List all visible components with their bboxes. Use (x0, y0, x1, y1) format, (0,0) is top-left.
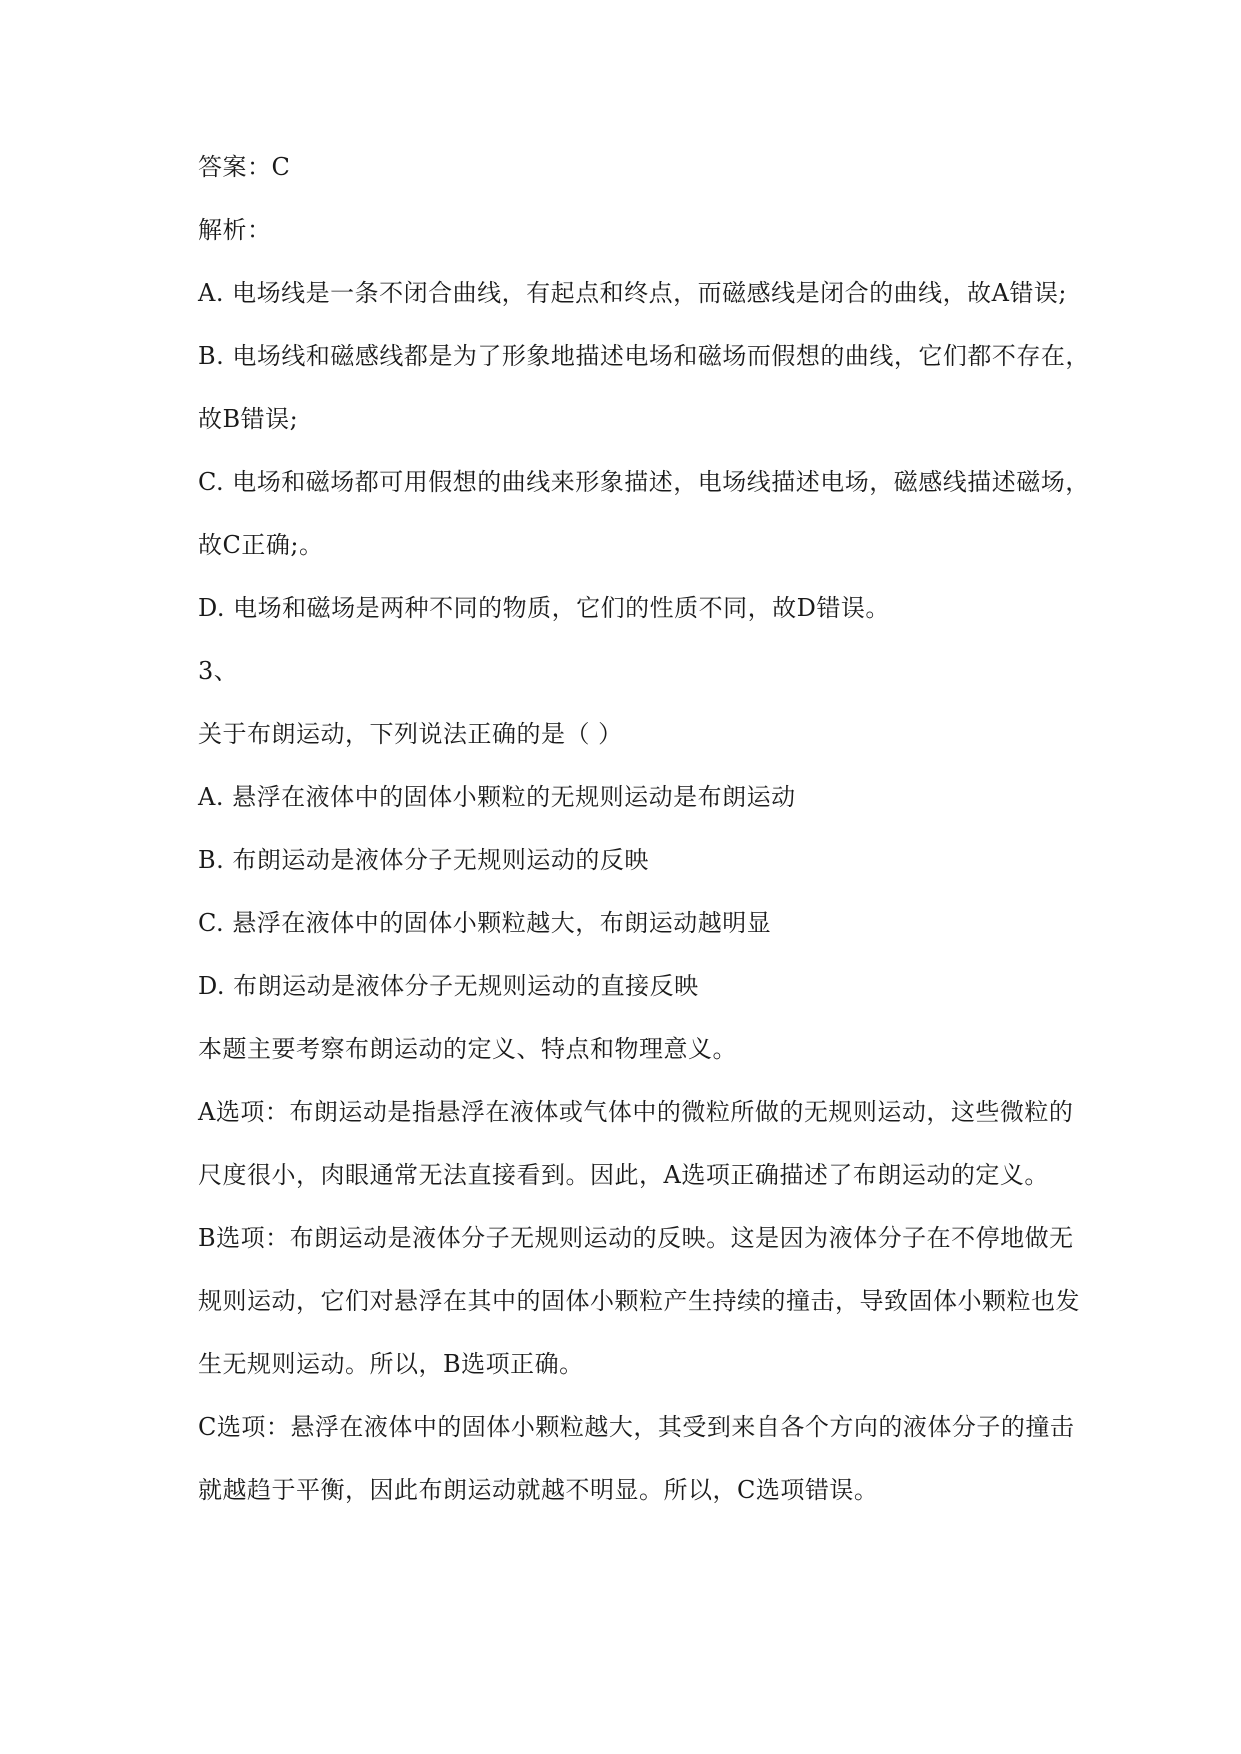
explanation-intro: 本题主要考察布朗运动的定义、特点和物理意义。 (198, 1035, 737, 1063)
explanation-c-cont: 就越趋于平衡，因此布朗运动就越不明显。所以，C选项错误。 (198, 1476, 879, 1504)
question-option-b: B. 布朗运动是液体分子无规则运动的反映 (198, 846, 649, 874)
explanation-a-cont: 尺度很小，肉眼通常无法直接看到。因此，A选项正确描述了布朗运动的定义。 (198, 1161, 1049, 1189)
question-number: 3、 (198, 657, 239, 685)
explanation-a: A选项：布朗运动是指悬浮在液体或气体中的微粒所做的无规则运动，这些微粒的 (198, 1098, 1074, 1126)
analysis-option-c: C. 电场和磁场都可用假想的曲线来形象描述，电场线描述电场，磁感线描述磁场， (198, 468, 1090, 496)
analysis-option-c-cont: 故C正确;。 (198, 531, 324, 559)
question-option-d: D. 布朗运动是液体分子无规则运动的直接反映 (198, 972, 699, 1000)
question-stem: 关于布朗运动，下列说法正确的是（ ） (198, 720, 623, 748)
question-option-c: C. 悬浮在液体中的固体小颗粒越大，布朗运动越明显 (198, 909, 772, 937)
explanation-c: C选项：悬浮在液体中的固体小颗粒越大，其受到来自各个方向的液体分子的撞击 (198, 1413, 1075, 1441)
explanation-b: B选项：布朗运动是液体分子无规则运动的反映。这是因为液体分子在不停地做无 (198, 1224, 1074, 1252)
analysis-option-a: A. 电场线是一条不闭合曲线，有起点和终点，而磁感线是闭合的曲线，故A错误; (198, 279, 1068, 307)
analysis-heading: 解析： (198, 216, 272, 244)
analysis-option-d: D. 电场和磁场是两种不同的物质，它们的性质不同，故D错误。 (198, 594, 890, 622)
analysis-option-b: B. 电场线和磁感线都是为了形象地描述电场和磁场而假想的曲线，它们都不存在， (198, 342, 1090, 370)
analysis-option-b-cont: 故B错误; (198, 405, 299, 433)
explanation-b-cont-2: 生无规则运动。所以，B选项正确。 (198, 1350, 584, 1378)
explanation-b-cont-1: 规则运动，它们对悬浮在其中的固体小颗粒产生持续的撞击，导致固体小颗粒也发 (198, 1287, 1080, 1315)
question-option-a: A. 悬浮在液体中的固体小颗粒的无规则运动是布朗运动 (198, 783, 796, 811)
answer-line: 答案：C (198, 153, 291, 181)
